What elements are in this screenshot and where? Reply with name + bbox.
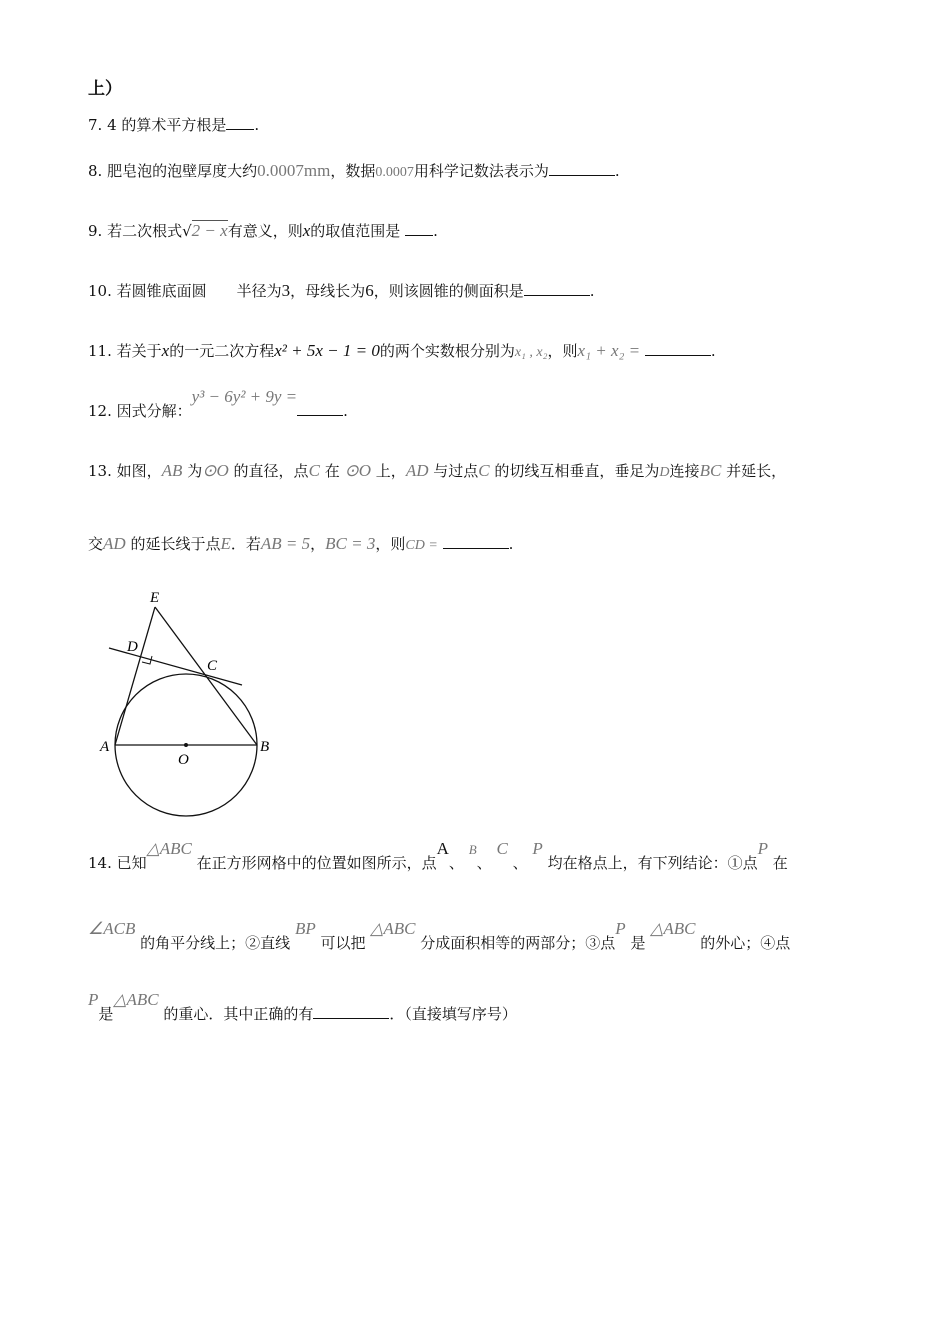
q-text: . [508, 535, 514, 553]
q-text: . [433, 222, 438, 240]
math: △ABC [650, 919, 696, 938]
math: x² + 5x − 1 = 0 [274, 341, 380, 360]
q-text: 用科学记数法表示为 [413, 162, 549, 180]
line-ae [115, 607, 155, 745]
q-text: 分成面积相等的两部分；③点 [420, 934, 616, 952]
q-text: 的两个实数根分别为 [379, 342, 515, 360]
q-text: 的一元二次方程 [169, 342, 275, 360]
math: △ABC [370, 919, 416, 938]
math: CD = [405, 538, 438, 553]
q-text: 的延长线于点 [130, 535, 221, 553]
question-9: 9. 若二次根式√2 − x有意义，则x的取值范围是 . [88, 221, 438, 240]
q-text: 已知 [116, 854, 147, 872]
q-num: 8. [88, 162, 103, 180]
label-a: A [100, 739, 110, 755]
q-text: 肥皂泡的泡壁厚度大约 [107, 162, 258, 180]
q-text: . [710, 342, 716, 360]
question-14-cont2 [88, 990, 517, 1024]
section-heading: 上） [88, 79, 122, 99]
q-text: 上， [375, 462, 406, 480]
math: 6 [365, 281, 374, 300]
math: C [478, 461, 490, 480]
q-text: ，数据 [330, 162, 376, 180]
math: BC [699, 461, 722, 480]
q-text: 的外心；④点 [700, 934, 791, 952]
math: AB [161, 461, 183, 480]
q-num: 13. [88, 462, 112, 480]
q-text: 在 [324, 462, 340, 480]
math: A [436, 839, 449, 858]
label-b: B [260, 739, 270, 755]
q-text: 均在格点上，有下列结论：①点 [547, 854, 758, 872]
math: C [496, 839, 508, 858]
q-text: 若二次根式 [107, 222, 183, 240]
q-text: 4 的算术平方根是 [107, 116, 227, 134]
q-text: . [343, 402, 348, 420]
q-text: ．（直接填写序号） [389, 1005, 517, 1023]
q-text: . [589, 282, 595, 300]
math: BC = 3 [325, 534, 376, 553]
label-d: D [127, 639, 138, 655]
math: x [161, 341, 170, 360]
q-text: ， [310, 535, 326, 553]
q-text: 的角平分线上；②直线 [140, 934, 291, 952]
q-text: 半径为 [236, 282, 282, 300]
q-text: 交 [88, 535, 104, 553]
q-text: . [254, 116, 260, 134]
q-text: 并延长， [726, 462, 787, 480]
math: ∠ACB [88, 919, 136, 938]
q-text: 为 [187, 462, 203, 480]
math: △ABC [146, 839, 192, 858]
math: ⊙O [344, 461, 372, 480]
q-text: 、 [448, 854, 464, 872]
q-text: 因式分解： [116, 402, 192, 420]
q-text: 若圆锥底面圆 [116, 282, 207, 300]
math: AB = 5 [260, 534, 311, 553]
q-text: 的取值范围是 [310, 222, 401, 240]
q-text: . [614, 162, 620, 180]
math: 2 − x [191, 221, 228, 240]
q-text: ，则 [547, 342, 578, 360]
q-text: ，则该圆锥的侧面积是 [373, 282, 524, 300]
q-text: 的重心．其中正确的有 [163, 1005, 314, 1023]
q-text: 在 [772, 854, 788, 872]
q-text: 在正方形网格中的位置如图所示，点 [196, 854, 437, 872]
q-text: ，则 [375, 535, 406, 553]
math: D [659, 465, 670, 480]
q-text: 是 [98, 1005, 114, 1023]
q-text: 是 [630, 934, 646, 952]
q-text: 、 [512, 854, 528, 872]
q-num: 9. [88, 222, 103, 240]
q-text: 有意义，则 [227, 222, 303, 240]
math: BP [294, 919, 316, 938]
answer-blank[interactable] [313, 1004, 389, 1019]
math: C [308, 461, 320, 480]
label-e: E [150, 590, 160, 606]
math: B [468, 842, 477, 857]
question-14-cont [88, 919, 791, 953]
q-num: 7. [88, 116, 103, 134]
q-num: 14. [88, 854, 112, 872]
math: P [532, 839, 543, 858]
q-num: 11. [88, 342, 112, 360]
label-o: O [178, 752, 189, 768]
q-text: ．若 [230, 535, 261, 553]
q-text: 连接 [669, 462, 700, 480]
math: 0.0007mm [257, 161, 331, 180]
q-text: 的切线互相垂直，垂足为 [494, 462, 660, 480]
center-point [184, 743, 188, 747]
question-14 [88, 839, 788, 873]
q-text: ，母线长为 [290, 282, 366, 300]
q-text: 若关于 [116, 342, 162, 360]
math: AD [103, 534, 126, 553]
math: x₁ + x₂ = [577, 341, 641, 360]
label-c: C [207, 658, 218, 674]
math: x₁ , x₂ [514, 345, 548, 360]
math: x [302, 221, 311, 240]
q-text: 的直径，点 [233, 462, 309, 480]
math: 0.0007 [375, 165, 414, 180]
q-text: 、 [476, 854, 492, 872]
math: AD [405, 461, 429, 480]
math: P [757, 839, 768, 858]
q-text: 可以把 [320, 934, 366, 952]
q-num: 10. [88, 282, 112, 300]
math: △ABC [113, 990, 159, 1009]
math: E [220, 534, 231, 553]
math: P [615, 919, 626, 938]
math: y³ − 6y² + 9y = [191, 387, 298, 406]
q-text: 与过点 [433, 462, 479, 480]
math: P [88, 990, 99, 1009]
math: ⊙O [202, 461, 229, 480]
q-num: 12. [88, 402, 112, 420]
q-text: 如图， [116, 462, 162, 480]
math: 3 [281, 281, 291, 300]
